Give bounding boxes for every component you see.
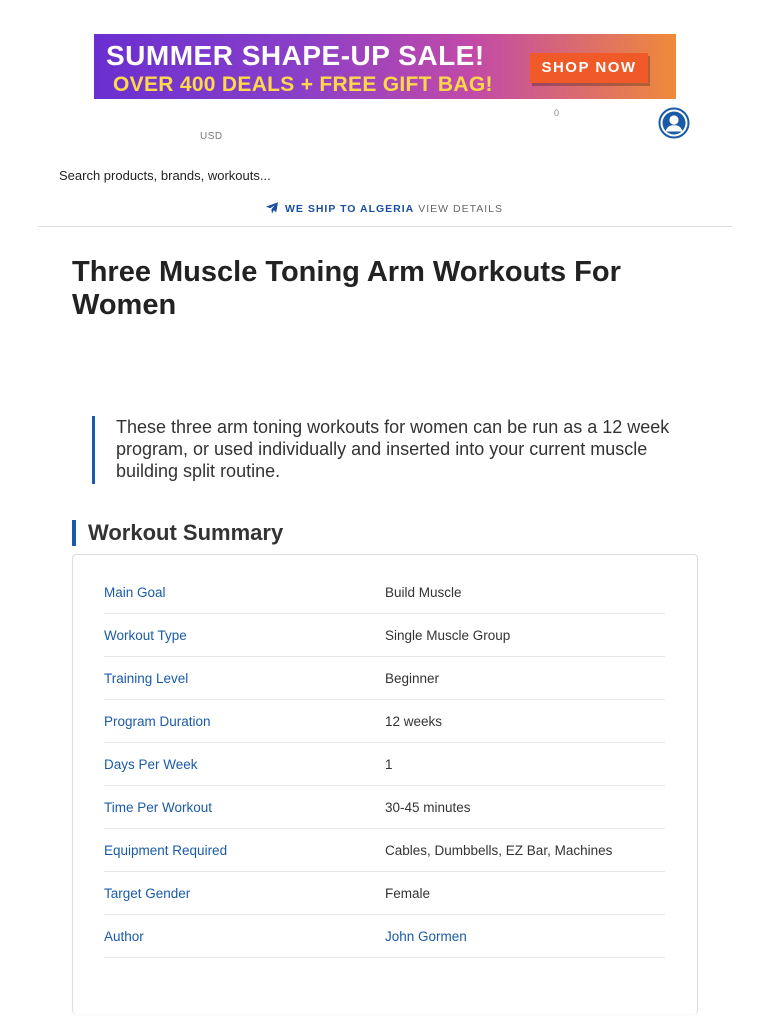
summary-label-workout-type[interactable]: Workout Type xyxy=(104,628,187,643)
shipping-notice xyxy=(0,202,768,216)
summary-value-days-per-week: 1 xyxy=(385,757,393,772)
summary-label-program-duration[interactable]: Program Duration xyxy=(104,714,211,729)
author-link[interactable]: John Gormen xyxy=(385,929,467,944)
user-avatar-icon[interactable] xyxy=(658,107,690,139)
summary-row xyxy=(104,786,665,829)
summary-value-target-gender: Female xyxy=(385,886,431,901)
workout-summary-heading: Workout Summary xyxy=(72,520,283,546)
summary-row xyxy=(104,915,665,958)
summary-label-time-per-workout[interactable]: Time Per Workout xyxy=(104,800,213,815)
summary-value-equipment-required: Cables, Dumbbells, EZ Bar, Machines xyxy=(385,843,613,858)
workout-summary-table xyxy=(72,554,698,1014)
summary-label-target-gender[interactable]: Target Gender xyxy=(104,886,191,901)
view-details-link[interactable]: VIEW DETAILS xyxy=(418,202,503,215)
promo-headline: SUMMER SHAPE-UP SALE! xyxy=(106,40,485,71)
airplane-icon xyxy=(265,201,279,215)
cart-count-badge[interactable]: 0 xyxy=(554,108,560,118)
page-title: Three Muscle Toning Arm Workouts For Women xyxy=(72,256,621,321)
summary-row xyxy=(104,657,665,700)
summary-row xyxy=(104,571,665,614)
summary-value-training-level: Beginner xyxy=(385,671,440,686)
promo-banner[interactable] xyxy=(94,34,676,99)
summary-label-equipment-required[interactable]: Equipment Required xyxy=(104,843,228,858)
summary-row xyxy=(104,743,665,786)
summary-row xyxy=(104,829,665,872)
promo-subheadline: OVER 400 DEALS + FREE GIFT BAG! xyxy=(113,73,493,96)
currency-selector[interactable]: USD xyxy=(200,131,223,142)
shipping-country-text: WE SHIP TO ALGERIA xyxy=(285,202,415,215)
shop-now-button[interactable]: SHOP NOW xyxy=(530,53,648,83)
summary-row xyxy=(104,700,665,743)
summary-row xyxy=(104,872,665,915)
summary-label-days-per-week[interactable]: Days Per Week xyxy=(104,757,198,772)
summary-value-workout-type: Single Muscle Group xyxy=(385,628,511,643)
header-divider xyxy=(38,226,732,227)
summary-value-time-per-workout: 30-45 minutes xyxy=(385,800,471,815)
summary-label-training-level[interactable]: Training Level xyxy=(104,671,189,686)
search-input[interactable] xyxy=(59,166,699,184)
summary-row xyxy=(104,614,665,657)
intro-blockquote: These three arm toning workouts for women can be run as a 12 week program, or used individually and inserted into your current muscle building split routine. xyxy=(92,416,682,484)
summary-value-program-duration: 12 weeks xyxy=(385,714,443,729)
summary-value-main-goal: Build Muscle xyxy=(385,585,462,600)
summary-label-author[interactable]: Author xyxy=(104,929,144,944)
summary-label-main-goal[interactable]: Main Goal xyxy=(104,585,166,600)
